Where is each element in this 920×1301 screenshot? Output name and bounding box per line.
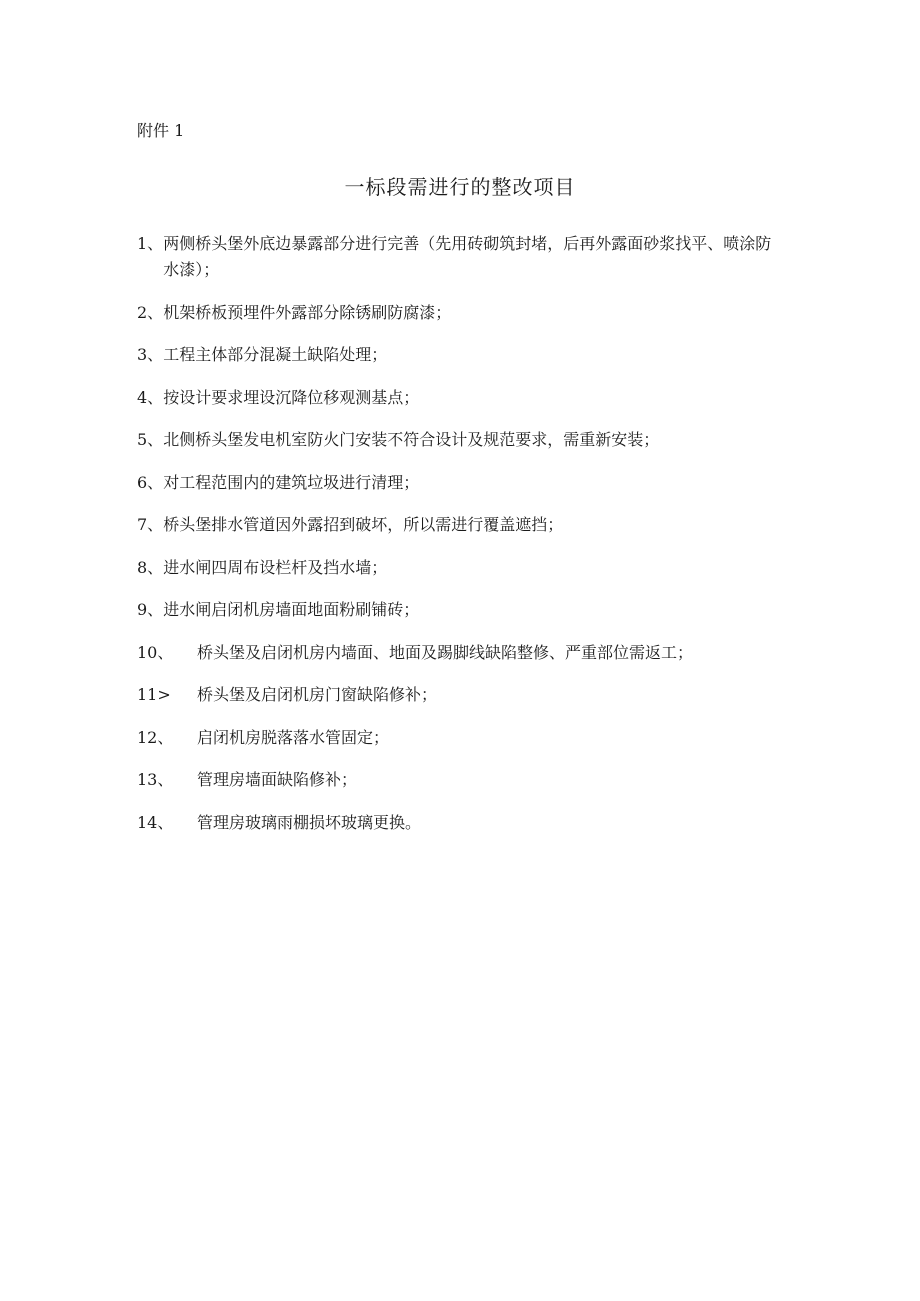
item-number: 12、 [137, 727, 174, 747]
item-text: 按设计要求埋设沉降位移观测基点； [163, 387, 420, 407]
item-number: 10、 [137, 642, 174, 662]
item-number: 3、 [137, 345, 164, 364]
list-item [137, 300, 787, 326]
item-number: 11> [137, 685, 171, 704]
item-text: 机架桥板预埋件外露部分除锈刷防腐漆； [163, 302, 452, 322]
item-number: 8、 [137, 557, 164, 577]
list-item [137, 427, 787, 453]
item-text: 两侧桥头堡外底边暴露部分进行完善（先用砖砌筑封堵，后再外露面砂浆找平、喷涂防水漆）； [163, 234, 772, 279]
item-text: 工程主体部分混凝土缺陷处理； [163, 345, 388, 364]
list-item [137, 385, 787, 411]
page-title: 一标段需进行的整改项目 [344, 175, 576, 199]
list-item [137, 640, 787, 666]
item-text: 桥头堡及启闭机房内墙面、地面及踢脚线缺陷整修、严重部位需返工； [197, 642, 694, 662]
item-number: 6、 [137, 472, 164, 492]
list-item [137, 810, 787, 836]
item-text: 桥头堡排水管道因外露招到破坏，所以需进行覆盖遮挡； [163, 515, 564, 534]
item-number: 13、 [137, 770, 174, 789]
item-text: 进水闸四周布设栏杆及挡水墙； [163, 557, 388, 577]
item-number: 2、 [137, 302, 164, 322]
item-number: 7、 [137, 515, 164, 534]
item-number: 1、 [137, 234, 164, 253]
item-number: 5、 [137, 430, 164, 449]
item-text: 桥头堡及启闭机房门窗缺陷修补； [197, 685, 438, 704]
item-text: 管理房墙面缺陷修补； [197, 770, 358, 789]
rectification-list [137, 231, 787, 852]
attachment-label: 附件 1 [137, 121, 185, 140]
list-item [137, 682, 787, 708]
list-item [137, 555, 787, 581]
item-number: 9、 [137, 600, 164, 619]
list-item [137, 231, 787, 283]
list-item [137, 597, 787, 623]
item-text: 对工程范围内的建筑垃圾进行清理； [163, 472, 420, 492]
item-number: 4、 [137, 387, 164, 407]
item-text: 进水闸启闭机房墙面地面粉刷铺砖； [163, 600, 420, 619]
item-text: 管理房玻璃雨棚损坏玻璃更换。 [197, 812, 422, 832]
item-text: 启闭机房脱落落水管固定； [197, 727, 390, 747]
list-item [137, 725, 787, 751]
list-item [137, 342, 787, 368]
item-number: 14、 [137, 812, 174, 832]
list-item [137, 767, 787, 793]
list-item [137, 512, 787, 538]
item-text: 北侧桥头堡发电机室防火门安装不符合设计及规范要求，需重新安装； [163, 430, 660, 449]
list-item [137, 470, 787, 496]
